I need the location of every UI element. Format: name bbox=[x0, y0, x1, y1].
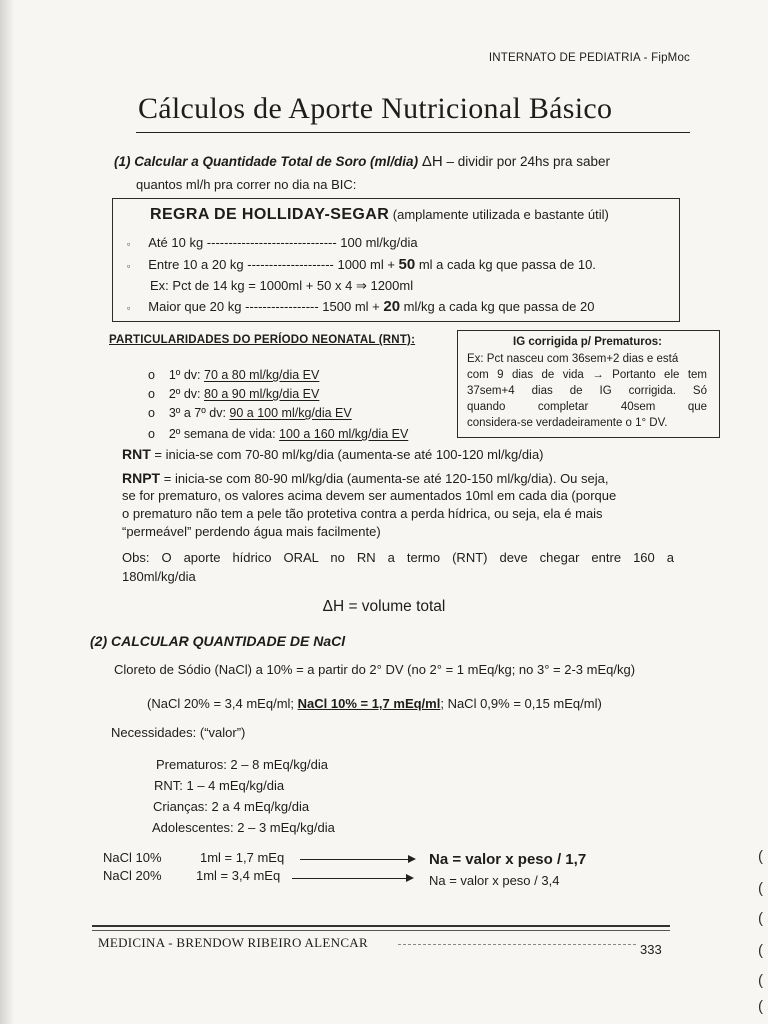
arrow-right-icon bbox=[300, 859, 414, 860]
conc-10: NaCl 10% = 1,7 mEq/ml bbox=[297, 696, 441, 711]
obs-line-2: 180ml/kg/dia bbox=[122, 569, 196, 584]
neonatal-heading: PARTICULARIDADES DO PERÍODO NEONATAL (RNT): bbox=[109, 334, 416, 346]
section1-title: Calcular a Quantidade Total de Soro (ml/dia) bbox=[134, 154, 419, 169]
need-prematuros: Prematuros: 2 – 8 mEq/kg/dia bbox=[156, 757, 328, 772]
neonatal-item-1 bbox=[148, 368, 319, 382]
holliday-title bbox=[150, 206, 609, 224]
neonatal-item-4 bbox=[148, 427, 408, 441]
bullet-square-icon: ▫ bbox=[127, 261, 131, 271]
binder-mark-icon: ( bbox=[758, 848, 763, 865]
holliday-rule-2-value: 50 bbox=[398, 256, 416, 273]
holliday-example: Ex: Pct de 14 kg = 1000ml + 50 x 4 ⇒ 1200ml bbox=[150, 278, 414, 293]
holliday-rule-3-tail: ml/kg a cada kg que passa de 20 bbox=[400, 299, 595, 314]
delta-h-formula: ΔH = volume total bbox=[322, 598, 446, 615]
circle-bullet-icon: o bbox=[148, 387, 155, 401]
rnpt-line-1 bbox=[122, 470, 608, 486]
holliday-rule-2-tail: ml a cada kg que passa de 10. bbox=[415, 257, 596, 272]
holliday-rule-3 bbox=[127, 298, 594, 315]
neonatal-item-4-label: 2º semana de vida: bbox=[168, 427, 280, 441]
formula-2-eq: 1ml = 3,4 mEq bbox=[196, 868, 281, 883]
rnt-paragraph bbox=[122, 446, 544, 462]
concentrations-line bbox=[147, 696, 602, 711]
rnpt-line-3: o prematuro não tem a pele tão protetiva contra a perda hídrica, ou seja, ela é mais bbox=[122, 506, 603, 521]
section1-delta: ΔH bbox=[421, 153, 443, 170]
circle-bullet-icon: o bbox=[148, 427, 155, 441]
need-criancas: Crianças: 2 a 4 mEq/kg/dia bbox=[153, 799, 310, 814]
neonatal-item-2-label: 2º dv: bbox=[168, 387, 204, 401]
conc-09: ; NaCl 0,9% = 0,15 mEq/ml) bbox=[440, 696, 602, 711]
holliday-rule-3-value: 20 bbox=[383, 298, 401, 315]
page-edge-shadow bbox=[0, 0, 14, 1024]
ig-box-line-5: considera-se verdadeiramente o 1° DV. bbox=[467, 417, 668, 429]
running-header: INTERNATO DE PEDIATRIA - FipMoc bbox=[488, 52, 690, 64]
page-title: Cálculos de Aporte Nutricional Básico bbox=[138, 92, 613, 125]
neonatal-item-4-value: 100 a 160 ml/kg/dia EV bbox=[279, 427, 409, 441]
section1-number: (1) bbox=[114, 154, 131, 169]
holliday-subtitle: (amplamente utilizada e bastante útil) bbox=[389, 207, 609, 222]
binder-mark-icon: ( bbox=[758, 942, 763, 959]
formula-2-label: NaCl 20% bbox=[103, 868, 162, 883]
circle-bullet-icon: o bbox=[148, 406, 155, 420]
neonatal-item-3-label: 3º a 7º dv: bbox=[168, 406, 230, 420]
rnt-tag: RNT bbox=[122, 446, 151, 462]
ig-box-line-4: quando completar 40sem que bbox=[467, 401, 707, 413]
holliday-rule-2 bbox=[127, 256, 596, 273]
formula-1-eq: 1ml = 1,7 mEq bbox=[200, 850, 285, 865]
neonatal-item-2-value: 80 a 90 ml/kg/dia EV bbox=[204, 387, 320, 401]
neonatal-item-3 bbox=[148, 406, 352, 420]
holliday-rule-1-text: Até 10 kg ------------------------------ 100 ml/kg/dia bbox=[148, 235, 418, 250]
neonatal-item-1-value: 70 a 80 ml/kg/dia EV bbox=[204, 368, 320, 382]
neonatal-item-2 bbox=[148, 387, 319, 401]
neonatal-item-3-value: 90 a 100 ml/kg/dia EV bbox=[229, 406, 352, 420]
rnpt-line-4: “permeável” perdendo água mais facilmente) bbox=[122, 524, 381, 539]
section1-rest: – dividir por 24hs pra saber bbox=[442, 154, 611, 169]
section1-heading bbox=[114, 153, 610, 170]
circle-bullet-icon: o bbox=[148, 368, 155, 382]
obs-line-1: Obs: O aporte hídrico ORAL no RN a termo (RNT) deve chegar entre 160 a bbox=[122, 550, 674, 565]
formula-1-result: Na = valor x peso / 1,7 bbox=[429, 851, 587, 868]
need-rnt: RNT: 1 – 4 mEq/kg/dia bbox=[154, 778, 285, 793]
title-underline bbox=[136, 132, 690, 133]
footer-rule bbox=[92, 930, 670, 931]
page-number: 333 bbox=[640, 942, 662, 957]
holliday-rule-2-text: Entre 10 a 20 kg -------------------- 1000 ml + bbox=[148, 257, 399, 272]
ig-box-line-2: com 9 dias de vida → Portanto ele tem bbox=[467, 369, 707, 381]
cloreto-line: Cloreto de Sódio (NaCl) a 10% = a partir do 2° DV (no 2° = 1 mEq/kg; no 3° = 2-3 mEq/kg) bbox=[114, 662, 636, 677]
conc-20: (NaCl 20% = 3,4 mEq/ml; bbox=[147, 696, 298, 711]
necessidades-label: Necessidades: (“valor”) bbox=[111, 725, 246, 740]
rnpt-text-1: = inicia-se com 80-90 ml/kg/dia (aumenta-se até 120-150 ml/kg/dia). Ou seja, bbox=[160, 471, 609, 486]
rnpt-tag: RNPT bbox=[122, 470, 161, 486]
footer-rule bbox=[92, 925, 670, 927]
bullet-square-icon: ▫ bbox=[127, 303, 131, 313]
bullet-square-icon: ▫ bbox=[127, 239, 131, 249]
holliday-title-main: REGRA DE HOLLIDAY-SEGAR bbox=[150, 206, 390, 223]
rnpt-line-2: se for prematuro, os valores acima devem ser aumentados 10ml em cada dia (porque bbox=[122, 488, 617, 503]
arrow-right-icon bbox=[292, 878, 412, 879]
footer-author: MEDICINA - BRENDOW RIBEIRO ALENCAR bbox=[98, 935, 368, 950]
formula-2-result: Na = valor x peso / 3,4 bbox=[429, 873, 560, 888]
binder-mark-icon: ( bbox=[758, 998, 763, 1015]
binder-mark-icon: ( bbox=[758, 972, 763, 989]
rnt-text: = inicia-se com 70-80 ml/kg/dia (aumenta-se até 100-120 ml/kg/dia) bbox=[150, 447, 544, 462]
ig-box-line-1: Ex: Pct nasceu com 36sem+2 dias e está bbox=[467, 353, 679, 365]
section2-heading: (2) CALCULAR QUANTIDADE DE NaCl bbox=[90, 633, 346, 649]
holliday-rule-3-text: Maior que 20 kg ----------------- 1500 ml + bbox=[148, 299, 384, 314]
ig-box-title: IG corrigida p/ Prematuros: bbox=[513, 336, 662, 348]
footer-dashed-line bbox=[398, 944, 636, 945]
formula-1-label: NaCl 10% bbox=[103, 850, 162, 865]
neonatal-item-1-label: 1º dv: bbox=[168, 368, 204, 382]
binder-mark-icon: ( bbox=[758, 910, 763, 927]
section1-line2: quantos ml/h pra correr no dia na BIC: bbox=[136, 177, 357, 192]
need-adolescentes: Adolescentes: 2 – 3 mEq/kg/dia bbox=[152, 820, 335, 835]
binder-mark-icon: ( bbox=[758, 880, 763, 897]
holliday-rule-1 bbox=[127, 235, 418, 250]
ig-box-line-3: 37sem+4 dias de IG corrigida. Só bbox=[467, 385, 707, 397]
